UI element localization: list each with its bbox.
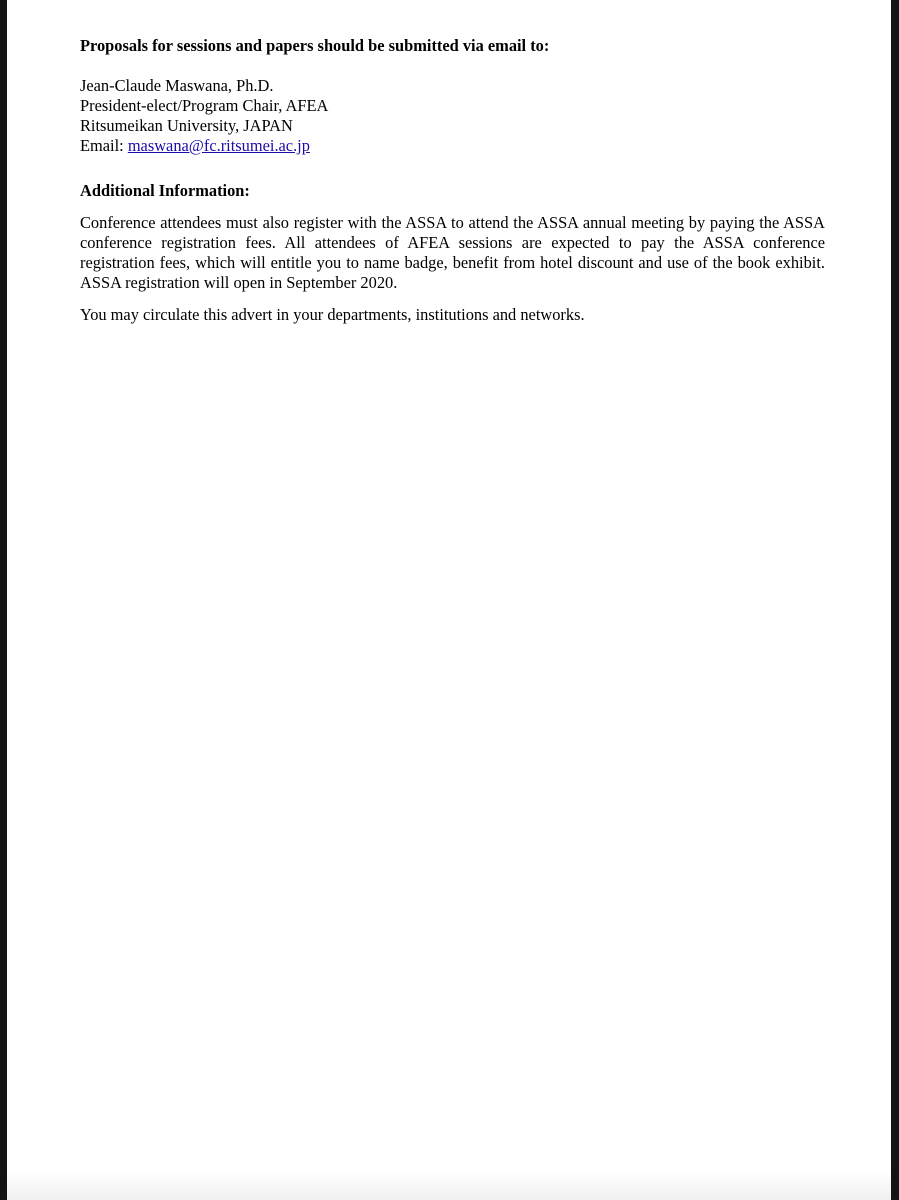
contact-name: Jean-Claude Maswana, Ph.D. [80,76,274,95]
contact-email-line [80,136,825,156]
contact-block [80,76,825,156]
contact-title: President-elect/Program Chair, AFEA [80,96,329,115]
registration-paragraph: Conference attendees must also register with the ASSA to attend the ASSA annual meeting by paying the ASSA conference registration fees. All attendees of AFEA sessions are expected to pay the ASSA conference registration fees, which will entitle you to name badge, benefit from hotel discount and use of the book exhibit. ASSA registration will open in September 2020. [80,213,825,292]
email-link[interactable]: maswana@fc.ritsumei.ac.jp [127,136,310,155]
additional-info-heading: Additional Information: [80,181,250,200]
circulate-paragraph: You may circulate this advert in your departments, institutions and networks. [80,305,585,324]
email-label: Email: [80,136,124,155]
proposals-heading: Proposals for sessions and papers should be submitted via email to: [80,36,550,55]
document-content [80,36,825,325]
right-frame-edge [891,0,899,1200]
left-frame-edge [0,0,7,1200]
contact-affiliation: Ritsumeikan University, JAPAN [80,116,293,135]
page-bottom-shadow [7,1172,891,1200]
